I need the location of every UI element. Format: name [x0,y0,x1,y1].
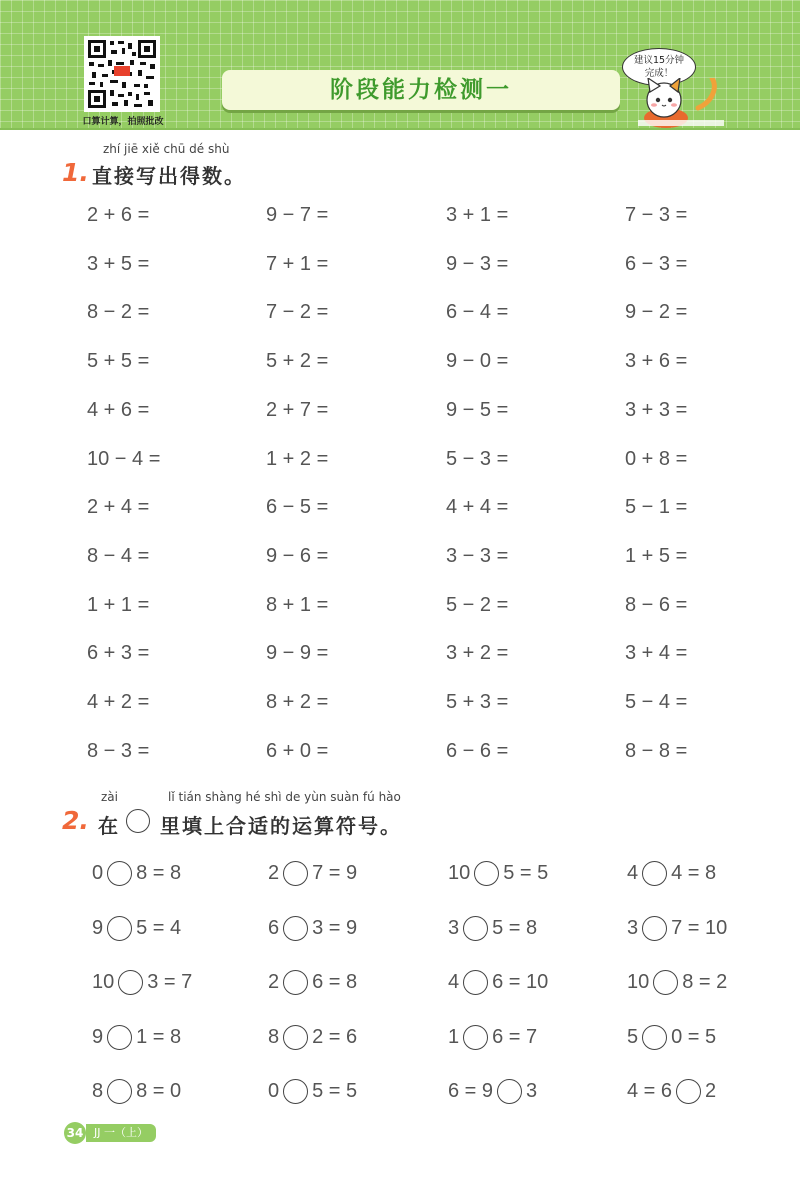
equation: 6 + 3 = [87,642,150,664]
equation: 6 − 5 = [266,496,329,518]
operand-right: 3 = 9 [312,916,358,939]
operand-left: 9 [92,1025,104,1048]
answer-circle[interactable] [107,861,132,886]
operand-right: 5 = 5 [312,1079,358,1102]
equation: 7 − 3 = [625,204,688,226]
answer-circle[interactable] [474,861,499,886]
operand-left: 2 [268,861,280,884]
operand-right: 7 = 10 [671,916,728,939]
section1-number: 1. [62,158,89,187]
operand-left: 8 [268,1025,280,1048]
operator-problem [448,1076,537,1106]
qr-code[interactable] [84,36,160,112]
equation: 6 − 6 = [446,740,509,762]
equation: 10 − 4 = [87,448,161,470]
operand-right: 6 = 10 [492,970,549,993]
qr-caption: 口算计算，拍照批改 [82,117,164,127]
equation: 5 − 1 = [625,496,688,518]
operand-right: 6 = 8 [312,970,358,993]
equation: 3 + 4 = [625,642,688,664]
operand-right: 0 = 5 [671,1025,717,1048]
operand-right: 7 = 9 [312,861,358,884]
operator-problem [268,913,357,943]
equation: 0 + 8 = [625,448,688,470]
operand-left: 2 [268,970,280,993]
equation: 9 − 6 = [266,545,329,567]
operand-left: 4 [627,861,639,884]
equation: 8 − 8 = [625,740,688,762]
operator-problem [627,913,727,943]
title-blank-circle [126,809,150,833]
operand-right: 8 = 2 [682,970,728,993]
operator-problem [627,858,716,888]
equation: 4 + 2 = [87,691,150,713]
answer-circle[interactable] [107,916,132,941]
section2-pinyin-b: lǐ tián shàng hé shì de yùn suàn fú hào [168,790,401,804]
equation: 2 + 4 = [87,496,150,518]
equation: 4 + 4 = [446,496,509,518]
section2-title-a: 在 [98,814,120,838]
operator-problem [448,1022,537,1052]
grade-tag: JJ 一（上） [86,1124,156,1142]
operator-problem [448,913,537,943]
header-band [0,0,800,130]
section2-title-b: 里填上合适的运算符号。 [160,814,402,838]
equation: 1 + 5 = [625,545,688,567]
equation: 6 − 4 = [446,301,509,323]
operand-right: 2 [705,1079,717,1102]
equation: 8 − 4 = [87,545,150,567]
equation: 8 + 2 = [266,691,329,713]
title-banner [222,70,620,110]
operator-problem [268,1022,357,1052]
answer-circle[interactable] [642,916,667,941]
answer-circle[interactable] [283,970,308,995]
page-number: 34 [64,1122,86,1144]
operand-left: 3 [627,916,639,939]
answer-circle[interactable] [463,916,488,941]
operand-left: 10 [448,861,471,884]
answer-circle[interactable] [118,970,143,995]
equation: 8 − 3 = [87,740,150,762]
equation: 2 + 6 = [87,204,150,226]
equation: 8 − 2 = [87,301,150,323]
operand-left: 8 [92,1079,104,1102]
equation: 5 + 3 = [446,691,509,713]
operator-problem [92,858,181,888]
answer-circle[interactable] [497,1079,522,1104]
equation: 3 − 3 = [446,545,509,567]
operand-right: 5 = 8 [492,916,538,939]
equation: 9 − 3 = [446,253,509,275]
tip-line-2: 完成！ [644,68,674,79]
operator-problem [627,967,727,997]
equation: 9 − 9 = [266,642,329,664]
equation: 7 + 1 = [266,253,329,275]
equation: 4 + 6 = [87,399,150,421]
answer-circle[interactable] [107,1025,132,1050]
operand-left: 10 [92,970,115,993]
operator-problem [92,1022,181,1052]
equation: 9 − 7 = [266,204,329,226]
answer-circle[interactable] [676,1079,701,1104]
operand-left: 6 = 9 [448,1079,494,1102]
operator-problem [448,858,548,888]
answer-circle[interactable] [642,1025,667,1050]
equation: 5 − 4 = [625,691,688,713]
operand-right: 2 = 6 [312,1025,358,1048]
cat-mascot-icon [636,78,726,128]
operand-right: 4 = 8 [671,861,717,884]
equation: 3 + 5 = [87,253,150,275]
operand-left: 9 [92,916,104,939]
operator-problem [268,1076,357,1106]
section1-pinyin: zhí jiē xiě chū dé shù [103,142,230,156]
operator-problem [268,967,357,997]
equation: 9 − 5 = [446,399,509,421]
operand-left: 5 [627,1025,639,1048]
operand-left: 0 [92,861,104,884]
operator-problem [92,1076,181,1106]
equation: 3 + 3 = [625,399,688,421]
answer-circle[interactable] [283,1025,308,1050]
operand-right: 3 [526,1079,538,1102]
operand-right: 5 = 5 [503,861,549,884]
operand-left: 4 [448,970,460,993]
equation: 1 + 1 = [87,594,150,616]
operator-problem [92,967,192,997]
operand-right: 8 = 8 [136,861,182,884]
section1-title: 直接写出得数。 [92,164,246,188]
operand-right: 5 = 4 [136,916,182,939]
equation: 9 − 2 = [625,301,688,323]
operand-left: 1 [448,1025,460,1048]
operand-right: 8 = 0 [136,1079,182,1102]
operand-right: 6 = 7 [492,1025,538,1048]
answer-circle[interactable] [463,1025,488,1050]
answer-circle[interactable] [642,861,667,886]
equation: 7 − 2 = [266,301,329,323]
equation: 8 + 1 = [266,594,329,616]
answer-circle[interactable] [283,916,308,941]
operand-left: 0 [268,1079,280,1102]
equation: 5 + 5 = [87,350,150,372]
answer-circle[interactable] [283,861,308,886]
answer-circle[interactable] [653,970,678,995]
operand-left: 10 [627,970,650,993]
equation: 5 − 3 = [446,448,509,470]
operand-right: 3 = 7 [147,970,193,993]
section2-pinyin-a: zài [101,790,118,804]
equation: 8 − 6 = [625,594,688,616]
equation: 3 + 2 = [446,642,509,664]
answer-circle[interactable] [283,1079,308,1104]
equation: 3 + 6 = [625,350,688,372]
answer-circle[interactable] [463,970,488,995]
equation: 5 + 2 = [266,350,329,372]
equation: 6 − 3 = [625,253,688,275]
equation: 9 − 0 = [446,350,509,372]
operator-problem [627,1076,716,1106]
equation: 1 + 2 = [266,448,329,470]
operand-left: 6 [268,916,280,939]
operand-right: 1 = 8 [136,1025,182,1048]
equation: 2 + 7 = [266,399,329,421]
operand-left: 4 = 6 [627,1079,673,1102]
page-title: 阶段能力检测一 [330,77,512,103]
section2-number: 2. [62,806,89,835]
equation: 3 + 1 = [446,204,509,226]
operator-problem [268,858,357,888]
equation: 5 − 2 = [446,594,509,616]
operator-problem [448,967,548,997]
operand-left: 3 [448,916,460,939]
operator-problem [92,913,181,943]
tip-line-1: 建议15分钟 [633,55,685,66]
operator-problem [627,1022,716,1052]
answer-circle[interactable] [107,1079,132,1104]
equation: 6 + 0 = [266,740,329,762]
